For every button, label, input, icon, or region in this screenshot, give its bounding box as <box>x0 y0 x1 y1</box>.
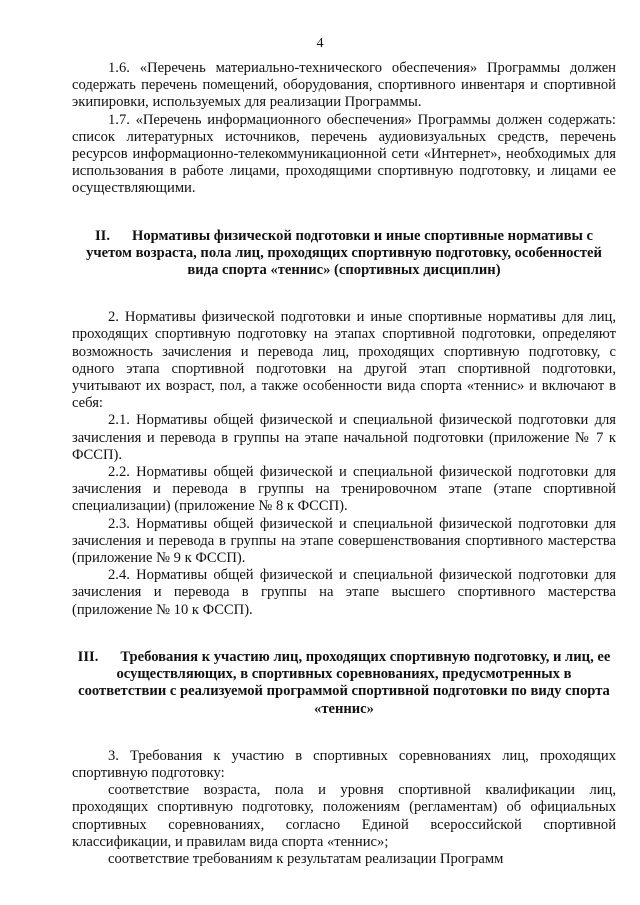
paragraph-2-2: 2.2. Нормативы общей физической и специальной физической подготовки для зачисления и перевода в группы на тренировочном этапе (этапе спортивной специализации) (приложение № 8 к ФССП). <box>72 464 616 515</box>
paragraph-2-3: 2.3. Нормативы общей физической и специальной физической подготовки для зачисления и перевода в группы на этапе совершенствования спортивного мастерства (приложение № 9 к ФССП). <box>72 515 616 567</box>
section-3-number: III. <box>77 648 99 665</box>
section-2-title: Нормативы физической подготовки и иные спортивные нормативы с учетом возраста, пола лиц, проходящих спортивную подготовку, особенностей вида спорта «теннис» (спортивных дисциплин) <box>86 227 602 279</box>
document-body <box>72 60 616 868</box>
paragraph-2-1: 2.1. Нормативы общей физической и специальной физической подготовки для зачисления и перевода в группы на этапе начальной подготовки (приложение № 7 к ФССП). <box>72 412 616 463</box>
section-2-number: II. <box>94 227 110 244</box>
page-number: 4 <box>316 36 324 51</box>
section-3-title: Требования к участию лиц, проходящих спортивную подготовку, и лиц, ее осуществляющих, в спортивных соревнованиях, предусмотренных в соответствии с реализуемой программой спортивной подготовки по виду спорта «теннис» <box>78 648 611 717</box>
section-3-heading <box>72 649 616 718</box>
paragraph-1-6: 1.6. «Перечень материально-технического обеспечения» Программы должен содержать перечень помещений, оборудования, спортивного инвентаря и спортивной экипировки, используемых для реализации Программы. <box>72 60 616 111</box>
section-2-heading <box>72 228 616 280</box>
paragraph-3-item-1: соответствие возраста, пола и уровня спортивной квалификации лиц, проходящих спортивную подготовку, положениям (регламентам) об официальных спортивных соревнованиях, согласно Единой всероссийской спортивной классификации, и правилам вида спорта «теннис»; <box>72 782 616 850</box>
paragraph-3-item-2: соответствие требованиям к результатам реализации Программ <box>108 850 504 867</box>
paragraph-1-7: 1.7. «Перечень информационного обеспечения» Программы должен содержать: список литературных источников, перечень аудиовизуальных средств, перечень ресурсов информационно-телекоммуникационной сети «Интернет», необходимых для использования в работе лицами, проходящими спортивную подготовку, и лицами ее осуществляющими. <box>72 111 616 197</box>
paragraph-3: 3. Требования к участию в спортивных соревнованиях лиц, проходящих спортивную подготовку: <box>72 747 616 781</box>
paragraph-2-4: 2.4. Нормативы общей физической и специальной физической подготовки для зачисления и перевода в группы на этапе высшего спортивного мастерства (приложение № 10 к ФССП). <box>72 567 616 618</box>
paragraph-2: 2. Нормативы физической подготовки и иные спортивные нормативы для лиц, проходящих спортивную подготовку на этапах спортивной подготовки, определяют возможность зачисления и перевода лиц, проходящих спортивную подготовку, с одного этапа спортивной подготовки на другой этап спортивной подготовки, учитывают их возраст, пол, а также особенности вида спорта «теннис» и включают в себя: <box>72 309 616 412</box>
